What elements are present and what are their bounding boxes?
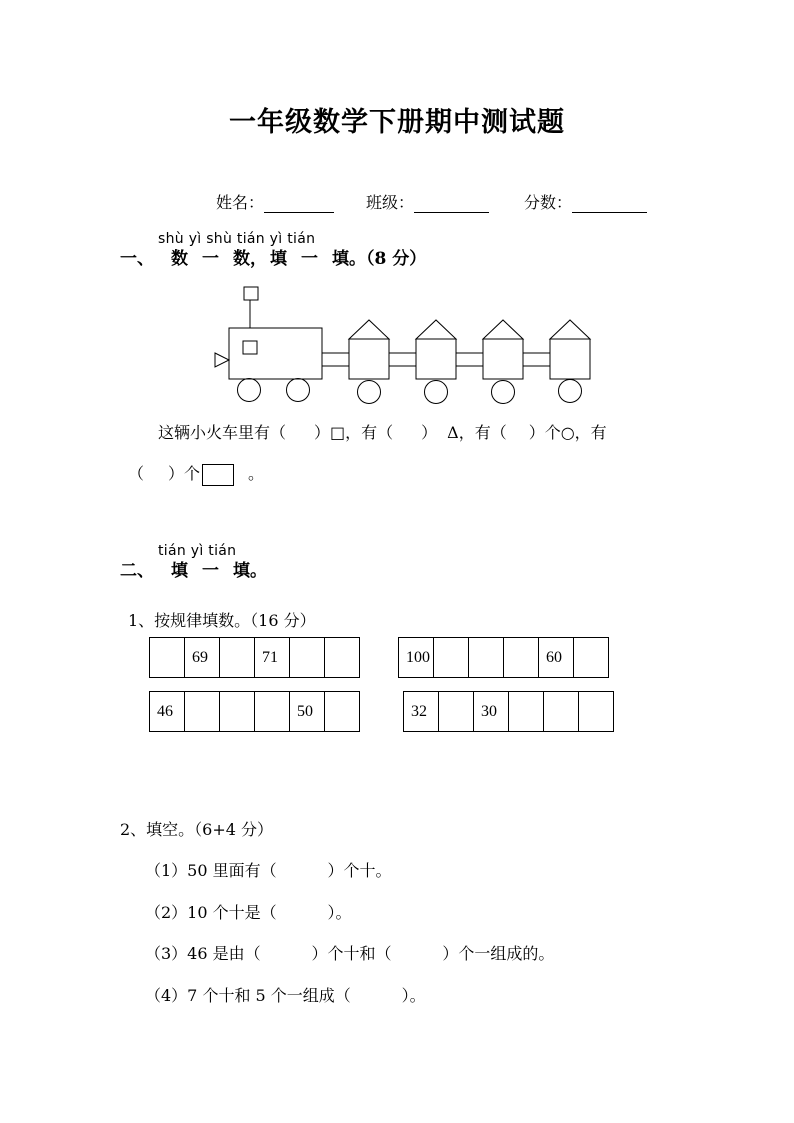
- car-body: [550, 339, 590, 379]
- connector: [322, 353, 349, 366]
- connector: [523, 353, 550, 366]
- engine-wheel: [238, 379, 261, 402]
- q2-title: 2、填空。（6+4 分）: [120, 820, 274, 839]
- sequence-cell[interactable]: [325, 638, 360, 678]
- section1-char: 数: [171, 249, 188, 269]
- q2-item: （1）50 里面有（ ）个十。: [145, 861, 392, 880]
- car-wheel: [425, 381, 448, 404]
- q2-item: （3）46 是由（ ）个十和（ ）个一组成的。: [145, 944, 555, 963]
- sequence-cell[interactable]: [544, 692, 579, 732]
- sequence-cell[interactable]: 30: [474, 692, 509, 732]
- sequence-table: [403, 691, 614, 732]
- train-figure: [0, 0, 794, 420]
- section2-char: 填: [233, 561, 250, 581]
- car-wheel: [492, 381, 515, 404]
- car-roof: [416, 320, 456, 339]
- engine-triangle: [215, 353, 229, 367]
- car-roof: [349, 320, 389, 339]
- section1-score: 。（8 分）: [349, 249, 427, 269]
- car-roof: [550, 320, 590, 339]
- question-text: ）: [421, 423, 438, 442]
- section1-question-line1: [158, 420, 607, 443]
- question-text: ）个○，有: [528, 423, 607, 442]
- car-wheel: [559, 380, 582, 403]
- q2-item: （4）7 个十和 5 个一组成（ ）。: [145, 986, 426, 1005]
- sequence-cell[interactable]: 32: [404, 692, 439, 732]
- question-text: ）个: [168, 464, 201, 483]
- class-label: 班级：: [366, 193, 415, 212]
- section2-char: 。: [250, 561, 267, 581]
- sequence-table: [149, 637, 360, 678]
- page-title: 一年级数学下册期中测试题: [229, 107, 565, 138]
- section1-question-line2: [128, 461, 264, 486]
- sequence-cell[interactable]: 71: [255, 638, 290, 678]
- sequence-cell[interactable]: [220, 692, 255, 732]
- question-text: Δ，有（: [447, 423, 507, 442]
- sequence-cell[interactable]: 100: [399, 638, 434, 678]
- sequence-cell[interactable]: [220, 638, 255, 678]
- section1-char: 填: [270, 249, 287, 269]
- section2-pinyin: tián yì tián: [158, 543, 237, 559]
- sequence-cell[interactable]: [509, 692, 544, 732]
- sequence-cell[interactable]: [439, 692, 474, 732]
- section2-number: 二、: [120, 561, 154, 581]
- sequence-cell[interactable]: 46: [150, 692, 185, 732]
- car-wheel: [358, 381, 381, 404]
- sequence-cell[interactable]: 60: [539, 638, 574, 678]
- section1-char: 数: [233, 249, 250, 269]
- sequence-cell[interactable]: [579, 692, 614, 732]
- table-row: [150, 692, 360, 732]
- connector: [456, 353, 483, 366]
- section1-pinyin: shù yì shù tián yì tián: [158, 231, 316, 247]
- table-row: [404, 692, 614, 732]
- section2-char: 一: [202, 561, 219, 581]
- section2-heading: [120, 556, 267, 581]
- sequence-cell[interactable]: [255, 692, 290, 732]
- section1-number: 一、: [120, 249, 154, 269]
- table-row: [399, 638, 609, 678]
- sequence-table: [149, 691, 360, 732]
- question-text: 。: [248, 464, 265, 483]
- sequence-cell[interactable]: 50: [290, 692, 325, 732]
- section1-char: 填: [332, 249, 349, 269]
- car-body: [483, 339, 523, 379]
- section1-char: 一: [301, 249, 318, 269]
- connector: [389, 353, 416, 366]
- sequence-cell[interactable]: 69: [185, 638, 220, 678]
- sequence-cell[interactable]: [325, 692, 360, 732]
- rectangle-shape-icon: [202, 464, 234, 486]
- sequence-cell[interactable]: [185, 692, 220, 732]
- sequence-cell[interactable]: [290, 638, 325, 678]
- q1-title: 1、按规律填数。（16 分）: [128, 611, 316, 630]
- section1-char: 一: [202, 249, 219, 269]
- sequence-cell[interactable]: [434, 638, 469, 678]
- name-label: 姓名：: [216, 193, 265, 212]
- sequence-table: [398, 637, 609, 678]
- section2-char: 填: [171, 561, 188, 581]
- question-text: ）□，有（: [314, 423, 394, 442]
- question-text: 这辆小火车里有（: [158, 423, 287, 442]
- score-label: 分数：: [524, 193, 573, 212]
- car-roof: [483, 320, 523, 339]
- q2-item: （2）10 个十是（ ）。: [145, 903, 352, 922]
- engine-wheel: [287, 379, 310, 402]
- car-body: [349, 339, 389, 379]
- question-text: （: [128, 464, 145, 483]
- sequence-cell[interactable]: [574, 638, 609, 678]
- section1-char: ，: [250, 249, 267, 269]
- sequence-cell[interactable]: [150, 638, 185, 678]
- sequence-cell[interactable]: [504, 638, 539, 678]
- table-row: [150, 638, 360, 678]
- sequence-cell[interactable]: [469, 638, 504, 678]
- engine-window: [243, 341, 257, 354]
- chimney-square: [244, 287, 258, 300]
- car-body: [416, 339, 456, 379]
